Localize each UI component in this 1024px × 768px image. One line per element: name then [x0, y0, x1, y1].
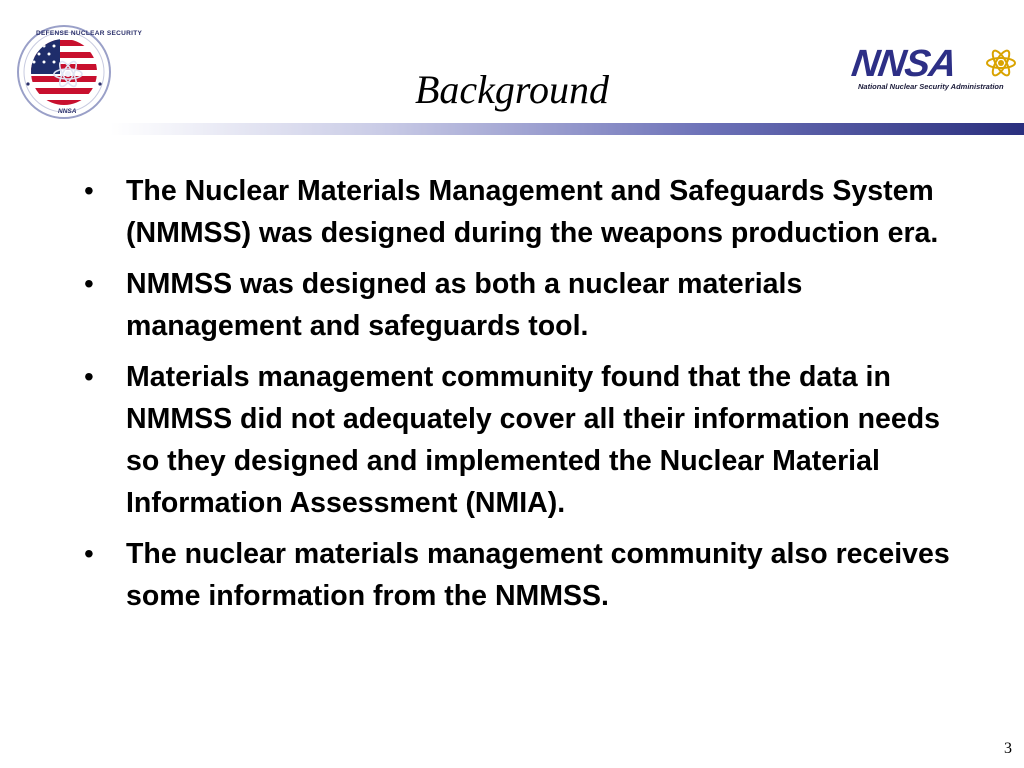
bullet-list — [84, 170, 964, 626]
bullet-item — [84, 533, 964, 617]
bullet-item — [84, 170, 964, 254]
bullet-text: NMMSS was designed as both a nuclear materials management and safeguards tool. — [126, 268, 803, 342]
bullet-icon: • — [84, 175, 94, 206]
seal-top-text: DEFENSE NUCLEAR SECURITY — [36, 30, 143, 37]
bullet-text: Materials management community found that the data in NMMSS did not adequately cover all their information needs so they designed and implemented the Nuclear Material Information Assessment (NMIA). — [126, 361, 940, 519]
bullet-text: The nuclear materials management community also receives some information from the NMMSS. — [126, 538, 950, 612]
bullet-text: The Nuclear Materials Management and Safeguards System (NMMSS) was designed during the weapons production era. — [126, 175, 939, 249]
nnsa-logo-icon — [850, 44, 1020, 94]
nnsa-caption: National Nuclear Security Administration — [858, 82, 1004, 91]
slide-title: Background — [414, 67, 610, 112]
header-rule — [110, 123, 1024, 135]
page-number: 3 — [1004, 740, 1012, 757]
seal-bottom-text: NNSA — [58, 108, 77, 115]
bullet-item — [84, 356, 964, 524]
nnsa-wordmark: NNSA — [849, 43, 959, 85]
bullet-icon: • — [84, 268, 94, 299]
atom-icon — [984, 46, 1018, 80]
bullet-icon: • — [84, 538, 94, 569]
bullet-icon: • — [84, 361, 94, 392]
bullet-item — [84, 263, 964, 347]
